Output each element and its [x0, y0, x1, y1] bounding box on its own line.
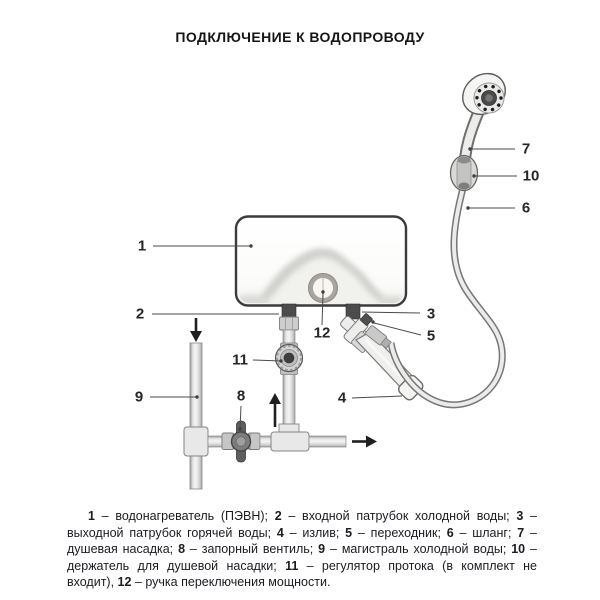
shutoff-valve [222, 421, 260, 462]
legend-number: 5 [345, 525, 353, 540]
legend-number: 7 [517, 525, 525, 540]
inlet-stub [282, 304, 296, 318]
inlet-coupling-nut [280, 317, 299, 330]
callout-12: 12 [313, 324, 331, 342]
callout-7: 7 [521, 140, 531, 158]
legend-number: 9 [318, 542, 326, 556]
legend-number: 4 [276, 525, 284, 540]
legend-number: 2 [274, 509, 282, 523]
flow-regulator-valve [276, 343, 303, 375]
legend-number: 12 [117, 575, 132, 589]
cold-inlet-assembly [276, 304, 303, 433]
callout-4: 4 [337, 389, 347, 407]
left-tee-fitting [184, 427, 208, 456]
callout-9: 9 [134, 388, 144, 406]
cold-water-main [184, 343, 208, 489]
callout-3: 3 [426, 305, 436, 323]
callout-5: 5 [426, 327, 436, 345]
leader-4 [352, 396, 402, 398]
legend-number: 8 [178, 542, 186, 556]
water-heater [234, 217, 407, 313]
legend-number: 6 [446, 525, 454, 540]
arrow-up-icon [269, 393, 281, 427]
callout-11: 11 [232, 351, 248, 369]
arrow-down-icon [190, 318, 202, 342]
callout-10: 10 [522, 167, 540, 185]
legend-number: 3 [516, 509, 524, 523]
page-title: ПОДКЛЮЧЕНИЕ К ВОДОПРОВОДУ [175, 29, 425, 45]
leader-3 [362, 312, 420, 313]
legend-number: 1 [88, 509, 95, 523]
legend-text: 1 – водонагреватель (ПЭВН); 2 – входной патрубок холодной воды; 3 – выходной патрубок горячей воды; 4 – излив; 5 – переходник; 6 – шланг; 7 – душевая насадка; 8 – запорный вентиль; 9 – магистраль холодной воды; 10 – держатель для душевой насадки; 11 – регулятор протока (в комплект не входит), 12 – ручка переключения мощности. [67, 509, 537, 589]
callout-8: 8 [236, 387, 246, 405]
callout-2: 2 [135, 305, 145, 323]
callout-6: 6 [521, 199, 531, 217]
center-tee-fitting [271, 424, 309, 451]
shower-holder [451, 156, 478, 191]
legend-number: 11 [285, 558, 299, 573]
arrow-right-icon [352, 436, 377, 448]
legend-number: 10 [511, 542, 526, 556]
callout-1: 1 [137, 237, 147, 255]
branch-piping [208, 421, 346, 462]
